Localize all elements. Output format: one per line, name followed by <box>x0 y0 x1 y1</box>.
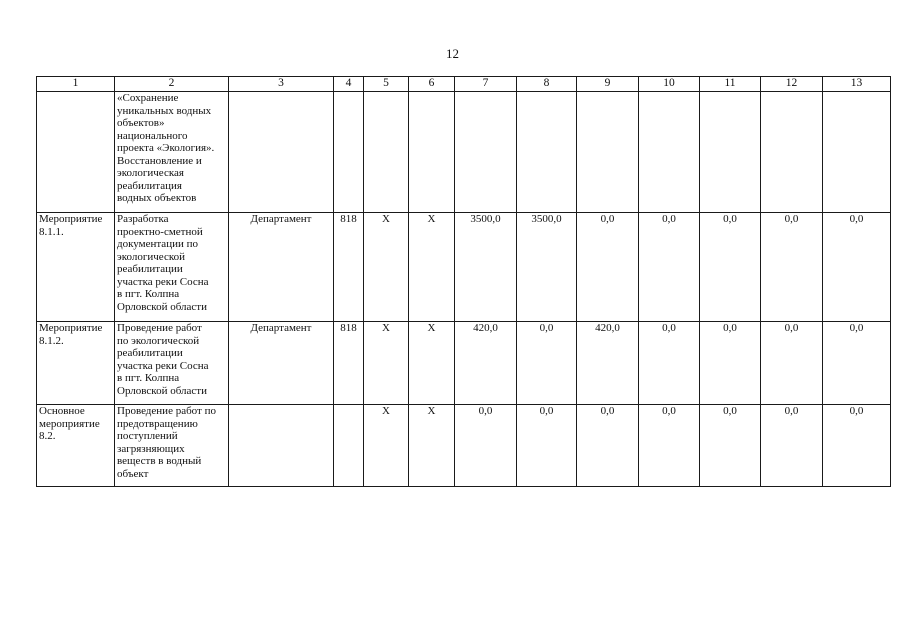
row-value-cell: 0,0 <box>700 213 761 322</box>
row-value-cell: 0,0 <box>823 213 891 322</box>
row-value-cell <box>700 92 761 213</box>
header-cell-12: 12 <box>761 77 823 92</box>
row-value-cell: 0,0 <box>639 322 700 405</box>
row-id-cell: Мероприятие 8.1.1. <box>37 213 115 322</box>
table-row <box>37 213 891 322</box>
row-value-cell: 0,0 <box>517 322 577 405</box>
row-value-cell <box>639 92 700 213</box>
header-row <box>37 77 891 92</box>
row-value-cell <box>823 92 891 213</box>
row-value-cell: 420,0 <box>577 322 639 405</box>
row-value-cell: 818 <box>334 213 364 322</box>
header-cell-8: 8 <box>517 77 577 92</box>
row-value-cell: 0,0 <box>517 405 577 487</box>
row-id-cell: Мероприятие 8.1.2. <box>37 322 115 405</box>
header-cell-10: 10 <box>639 77 700 92</box>
row-value-cell: 0,0 <box>761 213 823 322</box>
row-value-cell: 3500,0 <box>455 213 517 322</box>
row-value-cell <box>364 92 409 213</box>
row-value-cell: Х <box>364 405 409 487</box>
row-value-cell <box>334 92 364 213</box>
row-value-cell: 0,0 <box>823 322 891 405</box>
row-value-cell: 0,0 <box>577 405 639 487</box>
row-value-cell: Х <box>409 213 455 322</box>
row-value-cell: Х <box>364 213 409 322</box>
row-value-cell: 0,0 <box>639 213 700 322</box>
table-row <box>37 322 891 405</box>
header-cell-5: 5 <box>364 77 409 92</box>
row-value-cell <box>577 92 639 213</box>
row-value-cell: 0,0 <box>761 405 823 487</box>
header-cell-1: 1 <box>37 77 115 92</box>
row-description-cell: Разработка проектно-сметной документации по экологической реабилитации участка реки Сосна в пгт. Колпна Орловской области <box>115 213 229 322</box>
row-value-cell: Х <box>409 405 455 487</box>
row-value-cell <box>409 92 455 213</box>
row-executor-cell <box>229 92 334 213</box>
row-value-cell: 0,0 <box>700 322 761 405</box>
header-cell-2: 2 <box>115 77 229 92</box>
row-executor-cell <box>229 405 334 487</box>
header-cell-6: 6 <box>409 77 455 92</box>
row-value-cell <box>455 92 517 213</box>
header-cell-4: 4 <box>334 77 364 92</box>
page-number: 12 <box>446 46 459 61</box>
row-value-cell: 0,0 <box>455 405 517 487</box>
budget-table <box>36 76 891 487</box>
row-value-cell: 0,0 <box>639 405 700 487</box>
row-value-cell: 0,0 <box>700 405 761 487</box>
row-id-cell: Основное мероприятие 8.2. <box>37 405 115 487</box>
row-value-cell: Х <box>409 322 455 405</box>
row-value-cell <box>761 92 823 213</box>
table-row <box>37 405 891 487</box>
table-row <box>37 92 891 213</box>
row-id-cell <box>37 92 115 213</box>
row-description-cell: «Сохранение уникальных водных объектов» национального проекта «Экология». Восстановление и экологическая реабилитация водных объектов <box>115 92 229 213</box>
row-value-cell: Х <box>364 322 409 405</box>
row-executor-cell: Департамент <box>229 213 334 322</box>
row-value-cell: 420,0 <box>455 322 517 405</box>
header-cell-11: 11 <box>700 77 761 92</box>
row-executor-cell: Департамент <box>229 322 334 405</box>
row-value-cell <box>334 405 364 487</box>
row-description-cell: Проведение работ по предотвращению поступлений загрязняющих веществ в водный объект <box>115 405 229 487</box>
header-cell-9: 9 <box>577 77 639 92</box>
row-value-cell: 3500,0 <box>517 213 577 322</box>
row-description-cell: Проведение работ по экологической реабилитации участка реки Сосна в пгт. Колпна Орловской области <box>115 322 229 405</box>
header-cell-7: 7 <box>455 77 517 92</box>
header-cell-3: 3 <box>229 77 334 92</box>
row-value-cell: 0,0 <box>761 322 823 405</box>
header-cell-13: 13 <box>823 77 891 92</box>
row-value-cell: 0,0 <box>823 405 891 487</box>
row-value-cell: 0,0 <box>577 213 639 322</box>
row-value-cell <box>517 92 577 213</box>
row-value-cell: 818 <box>334 322 364 405</box>
